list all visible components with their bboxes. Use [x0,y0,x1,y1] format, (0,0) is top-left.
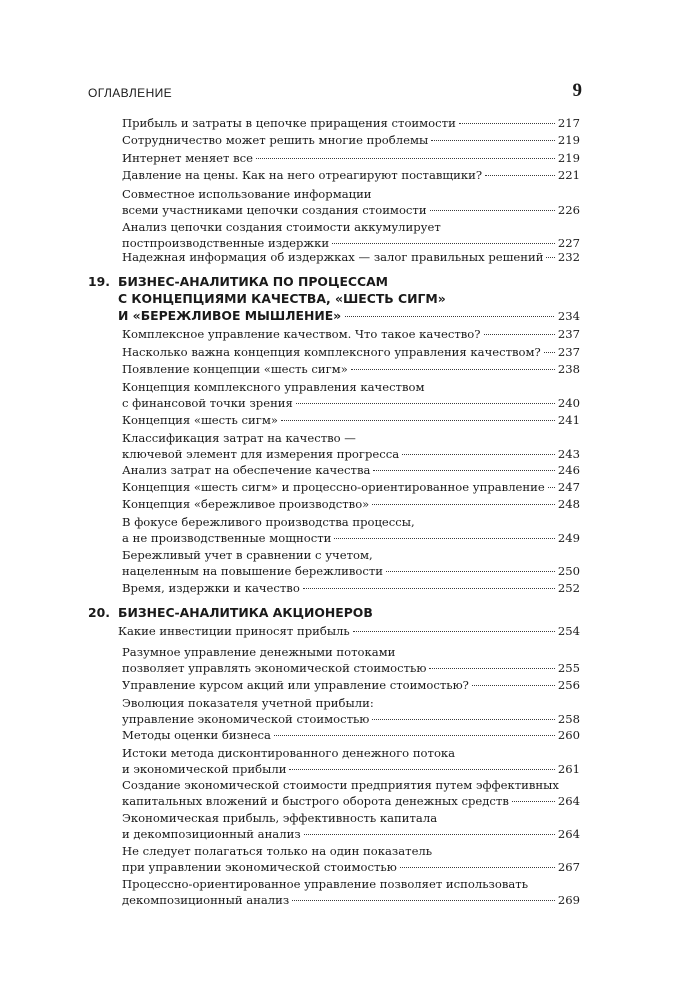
toc-entry[interactable] [122,361,580,377]
toc-entry-title: Насколько важна концепция комплексного управления качеством? [122,345,541,359]
toc-entry-page: 250 [557,564,580,579]
toc-entry-page: 249 [557,531,580,546]
chapter-title [118,274,580,324]
dot-leader [386,571,555,572]
dot-leader [546,257,554,258]
chapter-page: 234 [557,308,580,323]
running-title: ОГЛАВЛЕНИЕ [88,86,173,100]
toc-entry-line [122,563,580,579]
chapter-heading[interactable] [88,274,580,324]
dot-leader [372,504,555,505]
toc-entry-title: нацеленным на повышение бережливости [122,564,384,579]
toc-entry-line [122,777,580,793]
toc-entry-page: 238 [557,362,580,376]
toc-entry-line [122,580,580,596]
dot-leader [304,834,555,835]
toc-entry-line [122,479,580,495]
toc-entry-title: Концепция «шесть сигм» и процессно-ориентированное управление [122,480,545,494]
toc-entry-title: позволяет управлять экономической стоимостью [122,661,427,676]
toc-entry-line [122,446,580,462]
toc-entry-title: Комплексное управление качеством. Что такое качество? [122,327,481,341]
toc-entry[interactable] [122,727,580,743]
toc-entry-title: Истоки метода дисконтированного денежного потока [122,746,456,760]
dot-leader [281,420,555,421]
toc-entry-line [118,623,580,639]
toc-entry-line [122,115,580,131]
toc-entry-title: Управление курсом акций или управление стоимостью? [122,678,469,692]
dot-leader [289,769,554,770]
toc-entry-line [122,859,580,875]
chapter-title-line [118,274,580,291]
toc-entry-title: Разумное управление денежными потоками [122,645,396,659]
dot-leader [472,685,555,686]
toc-entry-title: постпроизводственные издержки [122,236,330,251]
toc-entry[interactable] [122,132,580,148]
toc-entry-page: 237 [557,345,580,359]
toc-entry-line [122,892,580,908]
toc-entry-line [122,132,580,148]
chapter-title-line [118,605,580,622]
toc-entry-title: Давление на цены. Как на него отреагируют поставщики? [122,168,483,182]
toc-entry-line [122,361,580,377]
toc-entry-title: Появление концепции «шесть сигм» [122,362,348,376]
toc-entry-title: Какие инвестиции приносят прибыль [118,624,350,638]
dot-leader [431,140,555,141]
toc-entry-page: 256 [557,678,580,692]
toc-entry-title: Классификация затрат на качество — [122,431,356,445]
toc-entry-line [122,462,580,478]
toc-entry-title: управление экономической стоимостью [122,712,370,727]
toc-entry-title: В фокусе бережливого производства процессы, [122,515,415,529]
toc-entry-title: и экономической прибыли [122,762,287,777]
toc-entry-title: декомпозиционный анализ [122,893,290,908]
toc-entry-line [122,514,580,530]
toc-entry-title: Эволюция показателя учетной прибыли: [122,696,374,710]
toc-entry-title: Бережливый учет в сравнении с учетом, [122,548,373,562]
toc-entry-line [122,202,580,218]
chapter-title-text: С КОНЦЕПЦИЯМИ КАЧЕСТВА, «ШЕСТЬ СИГМ» [118,290,446,306]
toc-entry-title: Экономическая прибыль, эффективность капитала [122,811,438,825]
toc-entry-line [122,219,580,235]
toc-entry-title: Концепция «бережливое производство» [122,497,370,511]
toc-entry-title: Методы оценки бизнеса [122,728,271,742]
toc-entry[interactable] [122,479,580,495]
chapter-title [118,605,580,622]
toc-entry[interactable] [122,496,580,512]
toc-entry-page: 226 [557,203,580,218]
toc-entry-line [122,843,580,859]
dot-leader [372,719,554,720]
dot-leader [512,801,555,802]
dot-leader [548,487,555,488]
toc-entry-page: 264 [557,827,580,842]
toc-entry[interactable] [122,695,580,728]
toc-entry-title: Создание экономической стоимости предприятия путем эффективных [122,778,559,792]
toc-entry-title: Процессно-ориентированное управление позволяет использовать [122,877,529,891]
toc-entry-line [122,793,580,809]
toc-entry-line [122,167,580,183]
toc-entry-page: 232 [557,250,580,264]
toc-entry-line [122,430,580,446]
dot-leader [345,316,554,317]
dot-leader [334,538,555,539]
toc-entry-title: Интернет меняет все [122,151,253,165]
dot-leader [544,352,555,353]
toc-entry-line [122,826,580,842]
toc-entry-line [122,695,580,711]
toc-entry-line [122,711,580,727]
dot-leader [429,668,554,669]
toc-entry-line [122,547,580,563]
toc-entry-title: капитальных вложений и быстрого оборота денежных средств [122,794,509,809]
toc-entry-page: 252 [557,581,580,595]
toc-entry-line [122,677,580,693]
toc-entry-title: Надежная информация об издержках — залог правильных решений [122,250,544,264]
toc-entry-line [122,379,580,395]
toc-entry-page: 240 [557,396,580,411]
toc-entry-page: 243 [557,447,580,462]
toc-entry-line [122,412,580,428]
toc-entry-title: Совместное использование информации [122,187,372,201]
toc-entry-title: и декомпозиционный анализ [122,827,301,842]
toc-entry[interactable] [122,514,580,547]
dot-leader [430,210,555,211]
toc-entry[interactable] [122,150,580,166]
dot-leader [400,867,555,868]
chapter-heading[interactable] [88,605,580,622]
toc-entry-line [122,761,580,777]
toc-entry[interactable] [122,677,580,693]
toc-entry[interactable] [118,623,580,639]
dot-leader [296,403,555,404]
toc-entry-page: 264 [557,794,580,809]
toc-entry-title: Анализ затрат на обеспечение качества [122,463,371,477]
chapter-title-text: БИЗНЕС-АНАЛИТИКА ПО ПРОЦЕССАМ [118,274,389,289]
dot-leader [274,735,555,736]
toc-entry-title: Время, издержки и качество [122,581,300,595]
toc-entry-line [122,186,580,202]
toc-entry-title: всеми участниками цепочки создания стоимости [122,203,427,218]
toc-entry-line [122,344,580,360]
dot-leader [332,243,555,244]
dot-leader [485,175,555,176]
toc-entry[interactable] [122,186,580,219]
toc-entry-line [122,660,580,676]
chapter-title-line [118,308,580,325]
dot-leader [459,123,555,124]
toc-entry[interactable] [122,462,580,478]
dot-leader [351,369,555,370]
toc-entry-line [122,876,580,892]
toc-entry-line [122,496,580,512]
toc-entry-line [122,395,580,411]
toc-entry[interactable] [122,580,580,596]
dot-leader [373,470,554,471]
toc-entry-title: Сотрудничество может решить многие проблемы [122,133,429,147]
chapter-title-text: И «БЕРЕЖЛИВОЕ МЫШЛЕНИЕ» [118,307,342,323]
toc-entry-line [122,530,580,546]
toc-entry-page: 269 [557,893,580,908]
toc-entry-page: 255 [557,661,580,676]
toc-entry[interactable] [122,344,580,360]
toc-entry[interactable] [122,167,580,183]
chapter-number: 19. [88,274,110,289]
toc-entry-page: 254 [557,624,580,638]
toc-entry-page: 258 [557,712,580,727]
toc-entry[interactable] [122,379,580,412]
toc-entry-title: ключевой элемент для измерения прогресса [122,447,400,462]
chapter-title-text: БИЗНЕС-АНАЛИТИКА АКЦИОНЕРОВ [118,605,373,620]
toc-entry-line [122,727,580,743]
toc-entry[interactable] [122,547,580,580]
toc-entry[interactable] [122,810,580,843]
toc-entry-page: 267 [557,860,580,875]
toc-entry-title: Не следует полагаться только на один показатель [122,844,433,858]
page-number: 9 [572,80,582,101]
toc-entry[interactable] [122,777,580,810]
toc-entry[interactable] [122,249,580,265]
toc-entry[interactable] [122,644,580,677]
toc-entry-page: 221 [557,168,580,182]
toc-entry-page: 247 [557,480,580,494]
dot-leader [353,631,555,632]
toc-entry-page: 260 [557,728,580,742]
toc-entry-page: 246 [557,463,580,477]
toc-entry[interactable] [122,219,580,252]
toc-entry-title: с финансовой точки зрения [122,396,293,411]
toc-entry-page: 219 [557,151,580,165]
chapter-title-line [118,291,580,308]
toc-entry-title: Концепция комплексного управления качеством [122,380,425,394]
toc-entry-line [122,150,580,166]
toc-entry-title: Анализ цепочки создания стоимости аккумулирует [122,220,441,234]
toc-entry-page: 227 [557,236,580,251]
toc-entry-title: при управлении экономической стоимостью [122,860,397,875]
dot-leader [292,900,555,901]
toc-entry-line [122,249,580,265]
dot-leader [402,454,555,455]
dot-leader [256,158,555,159]
toc-entry-line [122,810,580,826]
toc-entry-page: 219 [557,133,580,147]
toc-entry[interactable] [122,115,580,131]
toc-entry[interactable] [122,430,580,463]
toc-entry-line [122,644,580,660]
toc-entry[interactable] [122,876,580,909]
toc-entry-page: 248 [557,497,580,511]
chapter-number: 20. [88,605,110,620]
toc-entry-title: Концепция «шесть сигм» [122,413,278,427]
toc-entry-line [122,745,580,761]
toc-entry-page: 217 [557,116,580,130]
toc-entry[interactable] [122,412,580,428]
dot-leader [303,588,555,589]
toc-entry[interactable] [122,326,580,342]
toc-entry[interactable] [122,745,580,778]
toc-entry-page: 241 [557,413,580,427]
toc-entry-line [122,326,580,342]
toc-entry-title: а не производственные мощности [122,531,332,546]
toc-entry-title: Прибыль и затраты в цепочке приращения стоимости [122,116,456,130]
toc-entry-page: 261 [557,762,580,777]
toc-entry-page: 237 [557,327,580,341]
toc-entry[interactable] [122,843,580,876]
dot-leader [484,334,555,335]
